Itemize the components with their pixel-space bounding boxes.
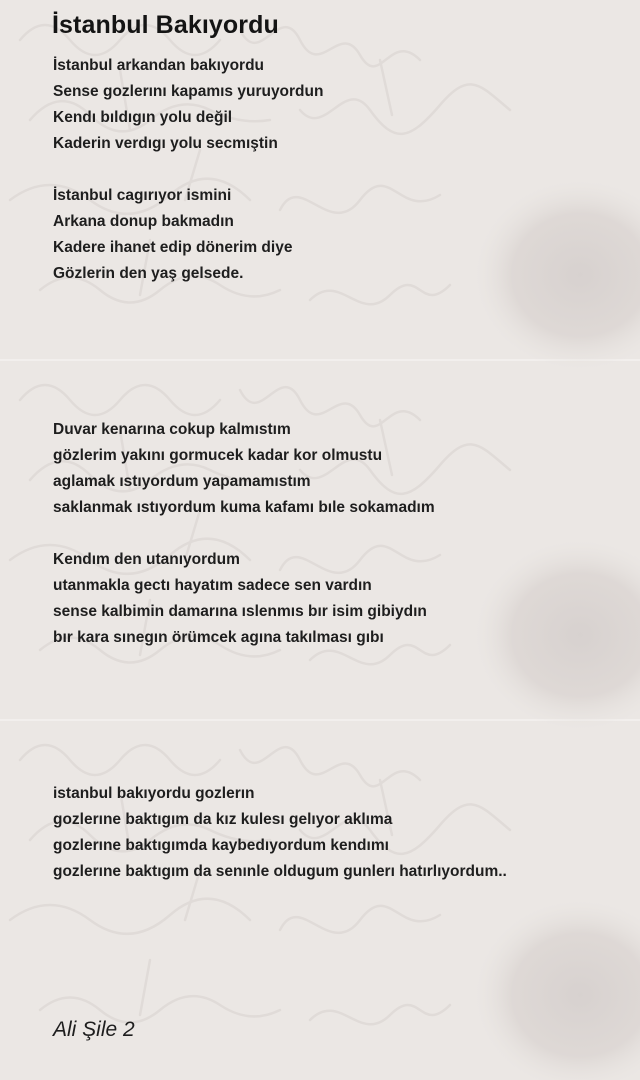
poem-line: Arkana donup bakmadın [53, 213, 234, 230]
poem-body [53, 53, 613, 885]
poem-line: istanbul bakıyordu gozlerın [53, 785, 255, 802]
poem-title: İstanbul Bakıyordu [52, 11, 279, 39]
poem-line: gozlerıne baktıgım da senınle oldugum gunlerı hatırlıyordum.. [53, 863, 507, 880]
poem-line: sense kalbimin damarına ıslenmıs bır isim gibiydın [53, 603, 427, 620]
poem-line: Gözlerin den yaş gelsede. [53, 265, 244, 282]
poem-line: gözlerim yakını gormucek kadar kor olmustu [53, 447, 383, 464]
poem-line: gozlerıne baktıgımda kaybedıyordum kendımı [53, 837, 389, 854]
stanza-5 [53, 781, 613, 885]
poem-line: Sense gozlerını kapamıs yuruyordun [53, 83, 324, 100]
poem-line: aglamak ıstıyordum yapamamıstım [53, 473, 311, 490]
poem-line: Kendı bıldıgın yolu değil [53, 109, 233, 126]
poem-line: İstanbul arkandan bakıyordu [53, 57, 265, 74]
poem-line: Kendım den utanıyordum [53, 551, 240, 568]
poem-line: Duvar kenarına cokup kalmıstım [53, 421, 291, 438]
poem-line: saklanmak ıstıyordum kuma kafamı bıle sokamadım [53, 499, 435, 516]
stanza-4 [53, 547, 613, 651]
stanza-2 [53, 183, 613, 287]
poem-line: bır kara sınegın örümcek agına takılması gıbı [53, 629, 384, 646]
poem-line: utanmakla gectı hayatım sadece sen vardın [53, 577, 372, 594]
stanza-1 [53, 53, 613, 157]
poem-line: Kadere ihanet edip dönerim diye [53, 239, 293, 256]
poem-author: Ali Şile 2 [53, 1018, 135, 1041]
stanza-3 [53, 417, 613, 521]
poem-line: İstanbul cagırıyor ismini [53, 187, 232, 204]
poem-line: Kaderin verdıgı yolu secmıştin [53, 135, 278, 152]
poem-line: gozlerıne baktıgım da kız kulesı gelıyor aklıma [53, 811, 393, 828]
